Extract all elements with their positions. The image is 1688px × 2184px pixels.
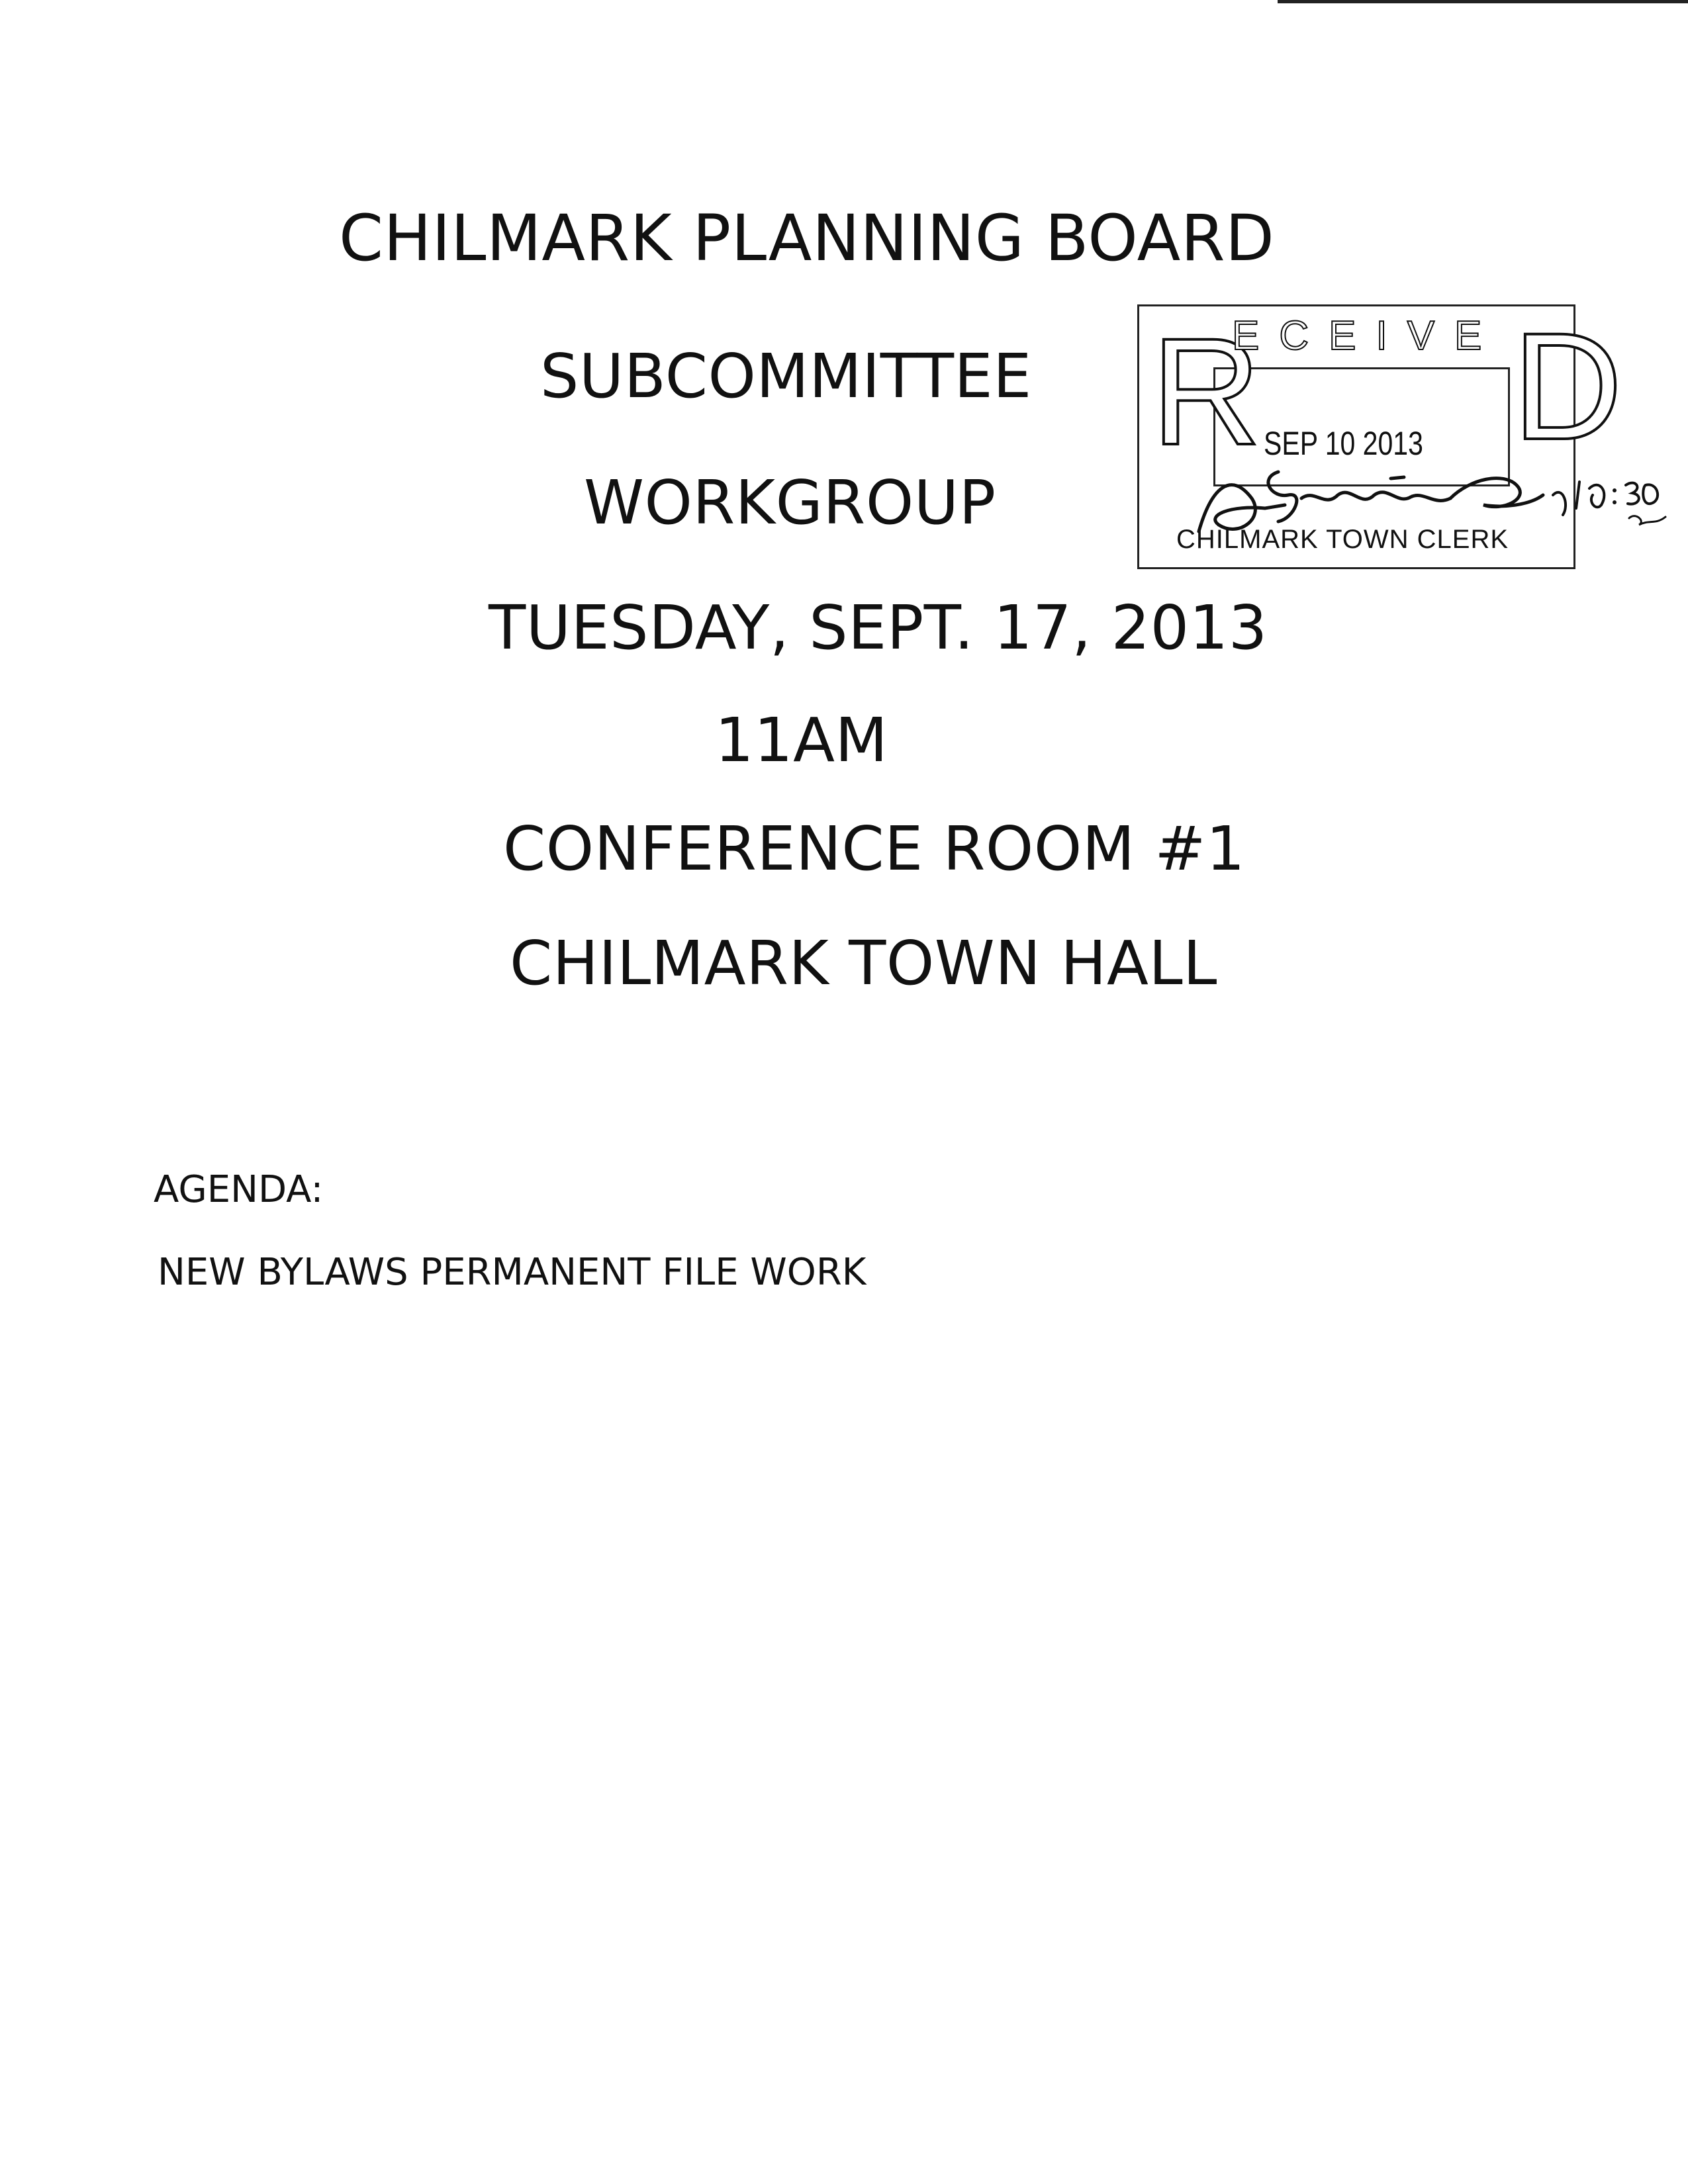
meeting-room: CONFERENCE ROOM #1	[503, 813, 1245, 884]
received-stamp	[1137, 301, 1623, 569]
scan-edge-line	[1278, 0, 1688, 3]
handwritten-signature	[1172, 459, 1675, 545]
document-subtitle: SUBCOMMITTEE	[540, 341, 1032, 412]
meeting-date: TUESDAY, SEPT. 17, 2013	[489, 592, 1268, 663]
stamp-letter-r: R	[1151, 306, 1262, 477]
meeting-location: CHILMARK TOWN HALL	[510, 928, 1217, 999]
stamp-middle-letters: ECEIVE	[1232, 313, 1502, 359]
agenda-label: AGENDA:	[154, 1168, 324, 1211]
stamp-date: SEP 10 2013	[1264, 425, 1423, 462]
document-group: WORKGROUP	[584, 467, 996, 538]
stamp-office: CHILMARK TOWN CLERK	[1176, 525, 1509, 554]
meeting-time: 11AM	[715, 705, 888, 776]
document-title: CHILMARK PLANNING BOARD	[339, 201, 1275, 275]
agenda-item: NEW BYLAWS PERMANENT FILE WORK	[158, 1251, 867, 1294]
stamp-letter-d: D	[1513, 301, 1623, 471]
